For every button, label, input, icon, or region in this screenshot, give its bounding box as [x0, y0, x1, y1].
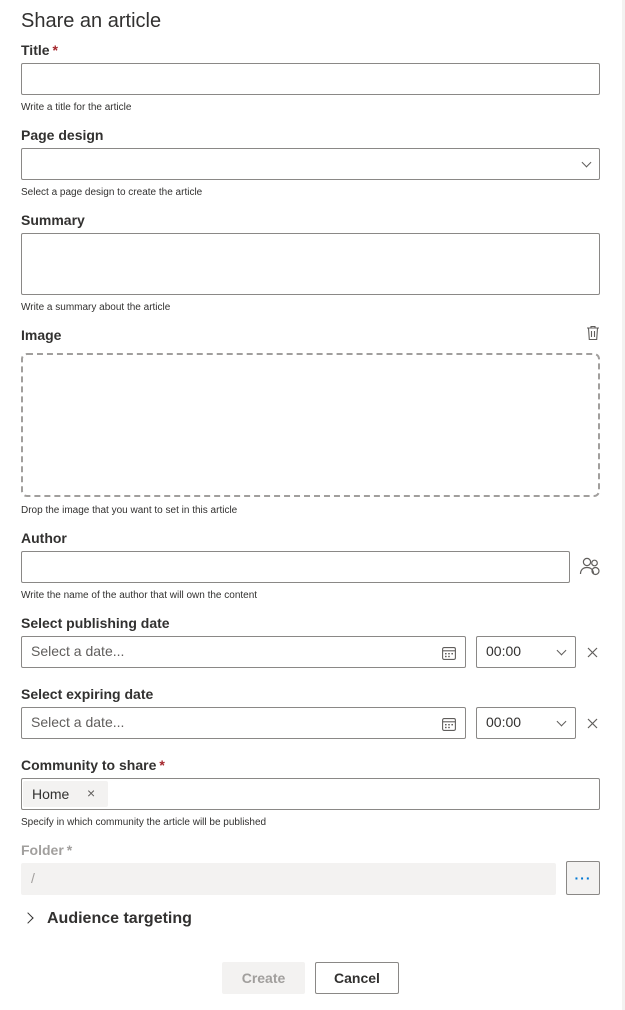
page-design-dropdown[interactable] [21, 148, 600, 180]
community-tag-label: Home [32, 786, 70, 802]
title-help: Write a title for the article [21, 102, 132, 113]
community-tag [23, 781, 108, 807]
audience-targeting-expander[interactable] [21, 908, 221, 932]
title-label [21, 41, 58, 59]
author-input[interactable] [21, 551, 570, 583]
required-mark: * [159, 757, 165, 773]
chevron-down-icon [557, 646, 567, 656]
required-mark: * [66, 842, 73, 858]
chevron-down-icon [557, 717, 567, 727]
expiring-date-picker[interactable] [21, 707, 466, 739]
image-label: Image [21, 327, 62, 343]
create-button[interactable]: Create [222, 962, 305, 994]
close-icon[interactable] [584, 715, 600, 731]
title-input[interactable] [21, 63, 600, 95]
title-label-text: Title [21, 42, 50, 58]
folder-input [21, 863, 556, 895]
image-help: Drop the image that you want to set in this article [21, 505, 238, 516]
folder-label [21, 841, 72, 859]
cancel-button[interactable]: Cancel [315, 962, 399, 994]
community-label [21, 756, 165, 774]
folder-label-text: Folder [21, 842, 64, 858]
publishing-time-value: 00:00 [486, 643, 522, 659]
author-help: Write the name of the author that will own the content [21, 590, 258, 601]
page-design-help: Select a page design to create the article [21, 187, 203, 198]
page-title: Share an article [21, 10, 162, 32]
chevron-right-icon [22, 912, 33, 923]
community-help: Specify in which community the article will be published [21, 817, 267, 828]
people-icon[interactable] [578, 554, 602, 578]
expiring-date-placeholder: Select a date... [31, 714, 125, 730]
publishing-date-label: Select publishing date [21, 615, 170, 631]
browse-folder-button[interactable]: ··· [566, 861, 600, 895]
publishing-date-picker[interactable] [21, 636, 466, 668]
close-icon[interactable] [584, 644, 600, 660]
chevron-down-icon [582, 158, 592, 168]
publishing-date-placeholder: Select a date... [31, 643, 125, 659]
page-design-label: Page design [21, 127, 104, 143]
community-label-text: Community to share [21, 757, 157, 773]
remove-tag-icon[interactable]: × [87, 785, 96, 801]
publishing-time-dropdown[interactable] [476, 636, 576, 668]
calendar-icon[interactable] [441, 645, 457, 661]
summary-textarea[interactable] [21, 233, 600, 295]
required-mark: * [52, 42, 58, 58]
folder-value: / [31, 870, 35, 886]
trash-icon[interactable] [584, 324, 602, 342]
summary-label: Summary [21, 212, 85, 228]
summary-help: Write a summary about the article [21, 302, 171, 313]
calendar-icon[interactable] [441, 716, 457, 732]
author-label: Author [21, 530, 67, 546]
audience-targeting-label: Audience targeting [47, 910, 192, 927]
expiring-date-label: Select expiring date [21, 686, 154, 702]
expiring-time-dropdown[interactable] [476, 707, 576, 739]
image-dropzone[interactable] [21, 353, 600, 497]
expiring-time-value: 00:00 [486, 714, 522, 730]
